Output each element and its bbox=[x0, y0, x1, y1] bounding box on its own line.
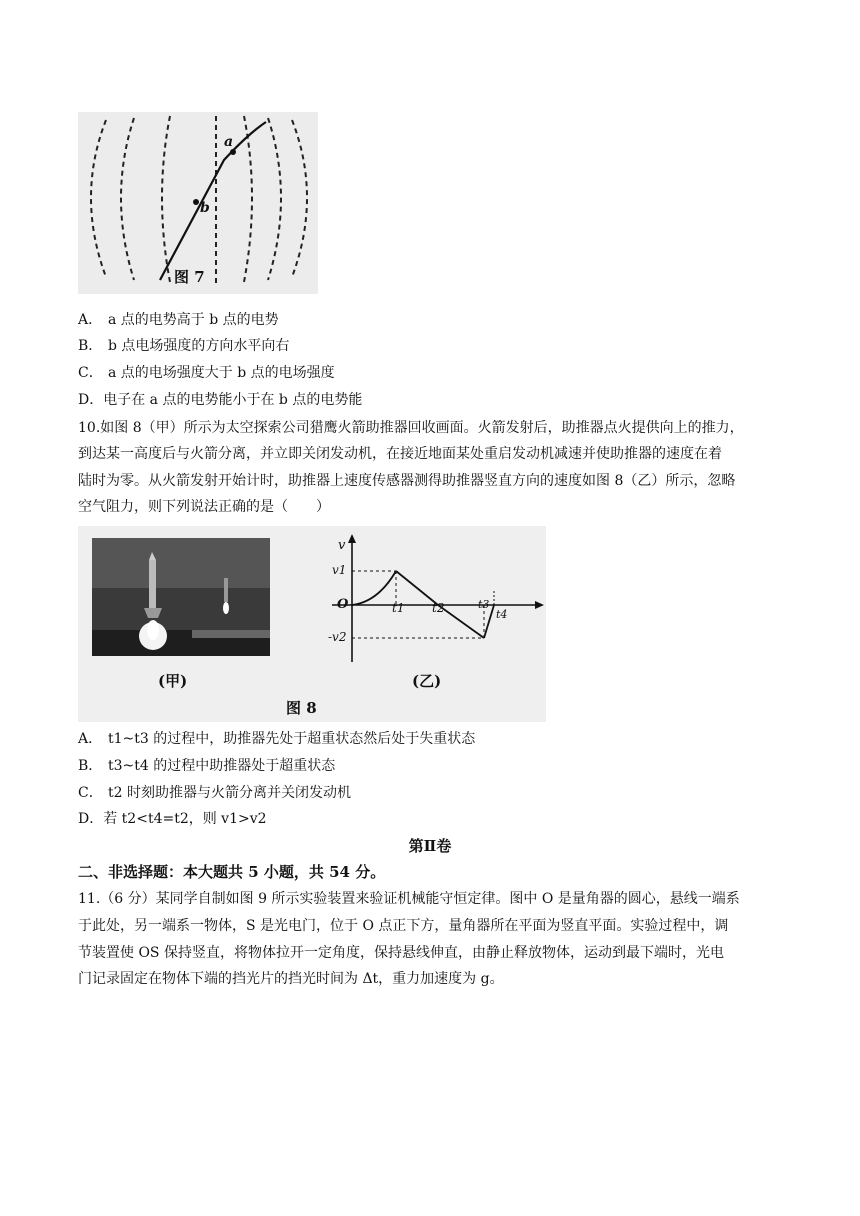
v-axis-label: v bbox=[338, 538, 346, 553]
figure-8-photo-jia bbox=[92, 538, 270, 656]
q9-option-c[interactable]: C． a 点的电场强度大于 b 点的电场强度 bbox=[78, 365, 335, 381]
q10-stem-line-4: 空气阻力，则下列说法正确的是（ ） bbox=[78, 499, 330, 515]
q10-stem-line-1: 10.如图 8（甲）所示为太空探索公司猎鹰火箭助推器回收画面。火箭发射后，助推器点火提供向上的推力， bbox=[78, 420, 744, 436]
q9-option-d[interactable]: D．电子在 a 点的电势能小于在 b 点的电势能 bbox=[78, 392, 363, 408]
vt-curve-boost bbox=[352, 571, 396, 605]
figure-8-caption: 图 8 bbox=[286, 699, 317, 717]
point-a-label: a bbox=[224, 134, 234, 150]
t1-label: t1 bbox=[392, 601, 405, 615]
point-b-label: b bbox=[200, 200, 210, 216]
origin-label: O bbox=[337, 597, 349, 612]
q10-stem-line-2: 到达某一高度后与火箭分离，并立即关闭发动机，在接近地面某处重启发动机减速并使助推器的速度在着 bbox=[78, 446, 722, 462]
q9-option-b[interactable]: B． b 点电场强度的方向水平向右 bbox=[78, 338, 290, 354]
figure-8-label-jia: (甲) bbox=[158, 672, 188, 690]
q10-option-d[interactable]: D．若 t2<t4=t2，则 v1>v2 bbox=[78, 811, 267, 827]
v1-label: v1 bbox=[332, 563, 347, 577]
q10-stem-line-3: 陆时为零。从火箭发射开始计时，助推器上速度传感器测得助推器竖直方向的速度如图 8（乙）所示，忽略 bbox=[78, 473, 736, 489]
q11-stem-line-4: 门记录固定在物体下端的挡光片的挡光时间为 Δt，重力加速度为 g。 bbox=[78, 971, 504, 987]
rocket-landing-photo bbox=[92, 538, 270, 656]
q11-stem-line-3: 节装置使 OS 保持竖直，将物体拉开一定角度，保持悬线伸直，由静止释放物体，运动到最下端时，光电 bbox=[78, 945, 724, 961]
volume-2-title: 第Ⅱ卷 bbox=[408, 837, 452, 855]
q11-stem-line-1: 11.（6 分）某同学自制如图 9 所示实验装置来验证机械能守恒定律。图中 O 是量角器的圆心，悬线一端系 bbox=[78, 891, 740, 907]
figure-8-vt-graph bbox=[318, 534, 546, 666]
q9-option-a[interactable]: A． a 点的电势高于 b 点的电势 bbox=[78, 312, 279, 328]
q11-stem-line-2: 于此处，另一端系一物体，S 是光电门，位于 O 点正下方，量角器所在平面为竖直平面。实验过程中，调 bbox=[78, 918, 729, 934]
vt-line-freefall-up bbox=[396, 571, 438, 605]
q10-option-c[interactable]: C． t2 时刻助推器与火箭分离并关闭发动机 bbox=[78, 785, 351, 801]
figure-8-label-yi: (乙) bbox=[412, 672, 442, 690]
figure-7-caption: 图 7 bbox=[174, 268, 205, 286]
t4-label: t4 bbox=[496, 608, 508, 621]
neg-v2-label: -v2 bbox=[328, 630, 347, 644]
q10-option-a[interactable]: A． t1~t3 的过程中，助推器先处于超重状态然后处于失重状态 bbox=[78, 731, 476, 747]
q10-option-b[interactable]: B． t3~t4 的过程中助推器处于超重状态 bbox=[78, 758, 336, 774]
t2-label: t2 bbox=[432, 601, 445, 615]
t3-label: t3 bbox=[478, 598, 490, 611]
part-2-heading: 二、非选择题：本大题共 5 小题，共 54 分。 bbox=[78, 863, 386, 881]
figure-7 bbox=[78, 112, 318, 294]
